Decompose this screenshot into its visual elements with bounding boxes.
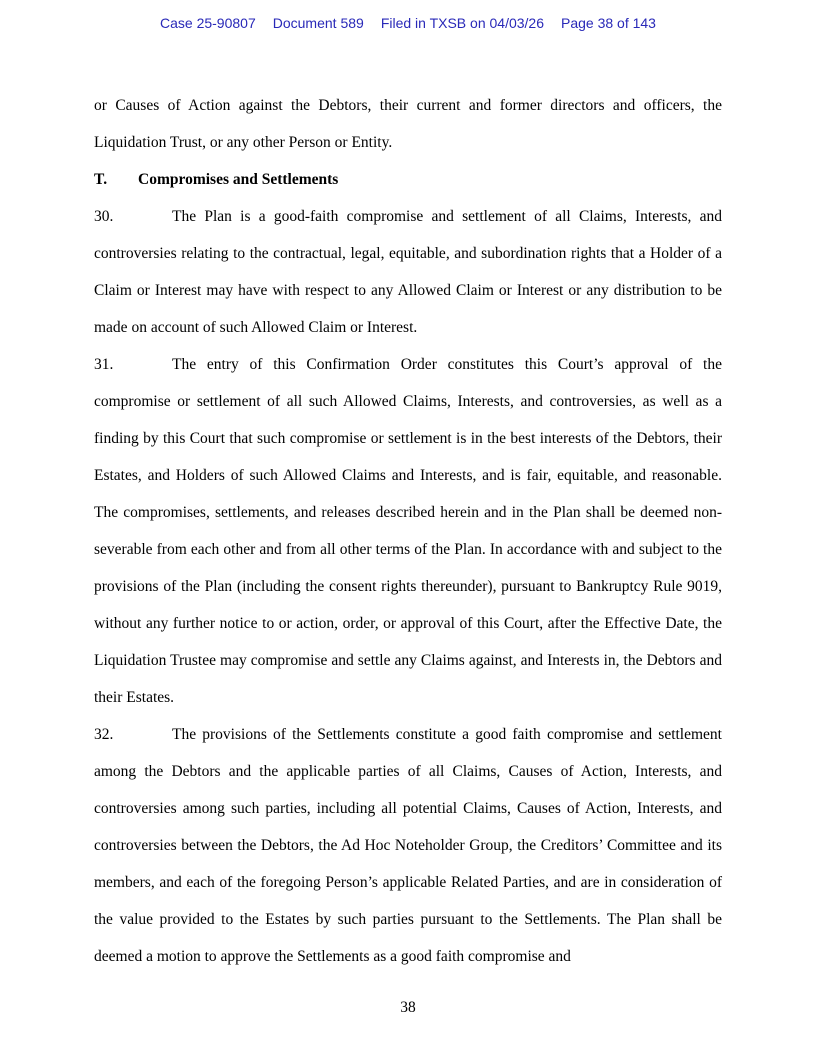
document-number-label: Document 589 [272, 15, 364, 31]
page-number: 38 [400, 999, 416, 1016]
case-stamp-header [0, 15, 816, 31]
section-letter: T. [94, 171, 108, 188]
continuation-paragraph: or Causes of Action against the Debtors, their current and former directors and officers, the Liquidation Trust, or any other Person or Entity. [94, 97, 722, 151]
paragraph-text: The provisions of the Settlements constitute a good faith compromise and settlement among the Debtors and the applicable parties of all Claims, Causes of Action, Interests, and controversies among such parties, including all potential Claims, Causes of Action, Interests, and controversies between the Debtors, the Ad Hoc Noteholder Group, the Creditors’ Committee and its members, and each of the foregoing Person’s applicable Related Parties, and are in consideration of the value provided to the Estates by such parties pursuant to the Settlements. The Plan shall be deemed a motion to approve the Settlements as a good faith compromise and [94, 726, 722, 965]
paragraph-number: 32. [94, 726, 114, 743]
numbered-paragraph-31 [94, 346, 722, 716]
case-number-label: Case 25-90807 [160, 15, 256, 31]
document-body [94, 87, 722, 975]
section-title: Compromises and Settlements [138, 171, 339, 188]
paragraph-number: 30. [94, 208, 114, 225]
page-count-label: Page 38 of 143 [561, 15, 656, 31]
section-heading [94, 161, 722, 198]
paragraph-number: 31. [94, 356, 114, 373]
numbered-paragraph-32 [94, 716, 722, 975]
paragraph-text: The entry of this Confirmation Order constitutes this Court’s approval of the compromise or settlement of all such Allowed Claims, Interests, and controversies, as well as a finding by this Court that such compromise or settlement is in the best interests of the Debtors, their Estates, and Holders of such Allowed Claims and Interests, and is fair, equitable, and reasonable. The compromises, settlements, and releases described herein and in the Plan shall be deemed non-severable from each other and from all other terms of the Plan. In accordance with and subject to the provisions of the Plan (including the consent rights thereunder), pursuant to Bankruptcy Rule 9019, without any further notice to or action, order, or approval of this Court, after the Effective Date, the Liquidation Trustee may compromise and settle any Claims against, and Interests in, the Debtors and their Estates. [94, 356, 722, 706]
paragraph-text: The Plan is a good-faith compromise and settlement of all Claims, Interests, and controversies relating to the contractual, legal, equitable, and subordination rights that a Holder of a Claim or Interest may have with respect to any Allowed Claim or Interest or any distribution to be made on account of such Allowed Claim or Interest. [94, 208, 722, 336]
filed-date-label: Filed in TXSB on 04/03/26 [380, 15, 544, 31]
numbered-paragraph-30 [94, 198, 722, 346]
